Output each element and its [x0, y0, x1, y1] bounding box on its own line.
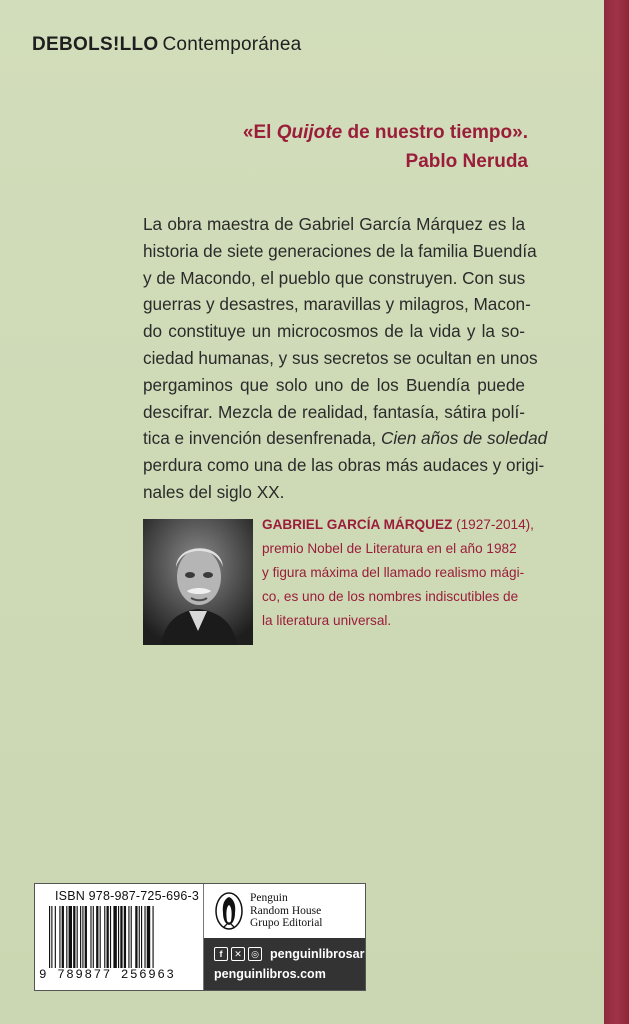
- barcode-bar: [93, 906, 94, 968]
- collection-name: Contemporánea: [162, 34, 302, 55]
- barcode-bar: [66, 906, 67, 968]
- author-name: GABRIEL GARCÍA MÁRQUEZ: [262, 517, 453, 532]
- bio-line: la literatura universal.: [262, 613, 392, 628]
- barcode-panel: [34, 883, 366, 991]
- spine-edge: [604, 0, 629, 1024]
- barcode-bar: [153, 906, 154, 968]
- blurb-line: La obra maestra de Gabriel García Márquez es la: [143, 214, 525, 234]
- blurb-line: y de Macondo, el pueblo que construyen. Con sus: [143, 267, 526, 288]
- quote-italic: Quijote: [276, 122, 343, 143]
- bio-line: y figura máxima del llamado realismo mági-: [262, 565, 525, 580]
- barcode-icon: [49, 906, 199, 968]
- barcode-bar: [49, 906, 50, 968]
- barcode-bar: [73, 906, 75, 968]
- barcode-bar: [85, 906, 87, 968]
- book-title: Cien años de soledad: [380, 428, 548, 449]
- blurb-line: do constituye un microcosmos de la vida y la so-: [143, 321, 525, 342]
- barcode-bar: [118, 906, 119, 968]
- barcode-bar: [147, 906, 150, 968]
- author-portrait-icon: [143, 519, 253, 645]
- publisher-brand: [32, 34, 301, 56]
- pull-quote: [243, 118, 528, 176]
- x-icon[interactable]: ✕: [231, 947, 245, 961]
- instagram-icon[interactable]: ◎: [248, 947, 262, 961]
- blurb-line: guerras y desastres, maravillas y milagros, Macon-: [143, 294, 531, 315]
- barcode-bar: [139, 906, 140, 968]
- barcode-bar: [59, 906, 60, 968]
- penguin-logo-icon: [214, 891, 244, 931]
- publisher-name: Penguin Random House Grupo Editorial: [250, 892, 323, 930]
- barcode-bar: [113, 906, 116, 968]
- barcode-bar: [77, 906, 78, 968]
- author-bio: [262, 513, 532, 633]
- barcode-bar: [128, 906, 129, 968]
- bio-line: co, es uno de los nombres indiscutibles de: [262, 589, 519, 604]
- barcode-bar: [110, 906, 111, 968]
- website-link[interactable]: penguinlibros.com: [214, 967, 326, 981]
- barcode-bar: [51, 906, 52, 968]
- blurb-line: descifrar. Mezcla de realidad, fantasía, sátira polí-: [143, 401, 525, 422]
- author-photo: [143, 519, 253, 645]
- barcode-bar: [144, 906, 145, 968]
- isbn-label: ISBN 978-987-725-696-3: [55, 889, 200, 903]
- barcode-bar: [131, 906, 132, 968]
- barcode-bar: [96, 906, 98, 968]
- barcode-bar: [120, 906, 122, 968]
- barcode-bar: [55, 906, 56, 968]
- barcode-bar: [141, 906, 142, 968]
- barcode-bar: [124, 906, 126, 968]
- social-handle[interactable]: penguinlibrosar: [270, 947, 365, 961]
- barcode-bar: [100, 906, 101, 968]
- quote-text: «El Quijote de nuestro tiempo».: [242, 122, 528, 143]
- barcode-bar: [135, 906, 137, 968]
- publisher-logo-block: [204, 884, 365, 938]
- blurb-line: historia de siete generaciones de la familia Buendía: [143, 240, 537, 261]
- brand-name: DEBOLS!LLO: [32, 34, 159, 55]
- blurb-line: tica e invención desenfrenada, Cien años de soledad: [143, 428, 548, 449]
- book-description: [143, 211, 548, 506]
- facebook-icon[interactable]: f: [214, 947, 228, 961]
- barcode-bar: [90, 906, 91, 968]
- barcode-digits: 9 789877 256963: [39, 968, 176, 982]
- publisher-social-block: [204, 938, 365, 990]
- barcode-bar: [80, 906, 81, 968]
- blurb-line: pergaminos que solo uno de los Buendía puede: [143, 374, 525, 395]
- barcode-bar: [62, 906, 64, 968]
- blurb-line: nales del siglo XX.: [143, 481, 285, 502]
- quote-author: Pablo Neruda: [405, 151, 528, 172]
- barcode-bar: [104, 906, 105, 968]
- barcode-bar: [82, 906, 83, 968]
- author-years: (1927-2014),: [452, 517, 534, 532]
- barcode-bar: [107, 906, 109, 968]
- blurb-line: ciedad humanas, y sus secretos se ocultan en unos: [143, 347, 538, 368]
- blurb-line: perdura como una de las obras más audaces y origi-: [143, 455, 545, 476]
- barcode-bar: [69, 906, 72, 968]
- bio-line: premio Nobel de Literatura en el año 1982: [262, 541, 517, 556]
